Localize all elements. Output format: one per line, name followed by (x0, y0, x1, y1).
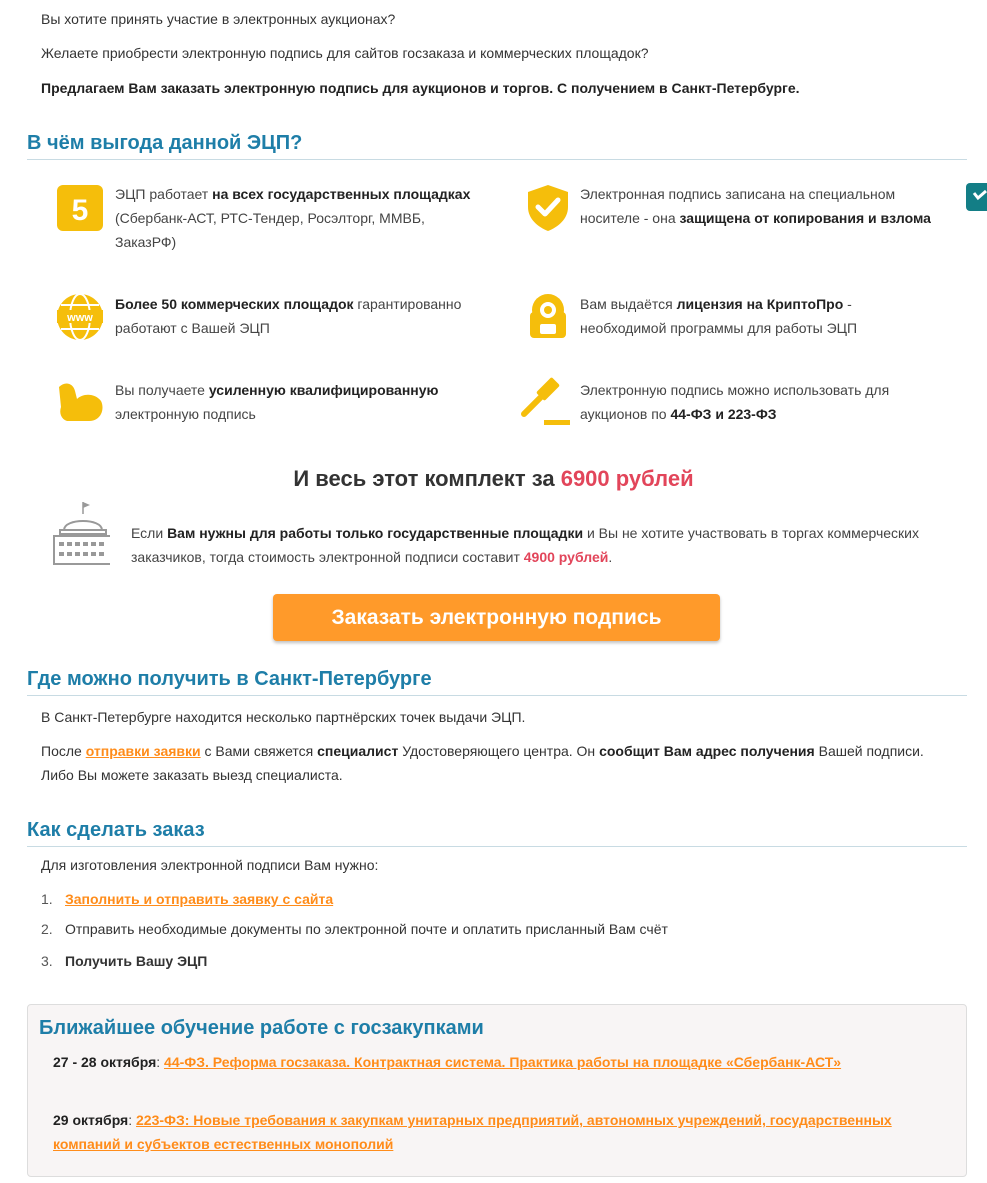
svg-text:5: 5 (71, 194, 89, 227)
feature-44-223-fz: Электронную подпись можно использовать для аукционов по 44-ФЗ и 223-ФЗ (580, 382, 890, 422)
how-intro: Для изготовления электронной подписи Вам нужно: (41, 857, 379, 873)
globe-www-icon (55, 291, 107, 343)
training-event-1-link[interactable]: 44-ФЗ. Реформа госзаказа. Контрактная система. Практика работы на площадке «Сбербанк-АСТ» (164, 1054, 842, 1070)
training-event-1: 27 - 28 октября: 44-ФЗ. Реформа госзаказа. Контрактная система. Практика работы на площадке «Сбербанк-АСТ» (53, 1054, 842, 1070)
intro-question-2: Желаете приобрести электронную подпись для сайтов госзаказа и коммерческих площадок? (41, 45, 649, 61)
step-1: 1. Заполнить и отправить заявку с сайта (41, 891, 334, 907)
training-event-2: 29 октября: 223-ФЗ: Новые требования к закупкам унитарных предприятий, автономных учреждений, государственных компаний и субъектов естественных монополий (53, 1112, 892, 1152)
where-contact-text: После отправки заявки с Вами свяжется специалист Удостоверяющего центра. Он сообщит Вам адрес получения Вашей подписи. Либо Вы можете заказать выезд специалиста. (41, 743, 924, 783)
where-heading: Где можно получить в Санкт-Петербурге (27, 667, 967, 696)
training-box (27, 1004, 967, 1177)
gavel-icon (520, 376, 572, 428)
badge-five-icon (55, 183, 107, 235)
where-points-text: В Санкт-Петербурге находится несколько партнёрских точек выдачи ЭЦП. (41, 709, 526, 725)
disk-license-icon (522, 290, 574, 342)
how-heading: Как сделать заказ (27, 818, 967, 847)
feature-qualified-signature: Вы получаете усиленную квалифицированную электронную подпись (115, 382, 439, 422)
intro-offer: Предлагаем Вам заказать электронную подпись для аукционов и торгов. С получением в Санкт-Петербурге. (41, 80, 800, 96)
side-feedback-tab[interactable] (966, 183, 987, 211)
feature-copy-protection: Электронная подпись записана на специальном носителе - она защищена от копирования и взлома (580, 186, 931, 226)
feature-all-gov-platforms: ЭЦП работает на всех государственных площадках (Сбербанк-АСТ, РТС-Тендер, Росэлторг, ММВБ, ЗаказРФ) (115, 186, 471, 250)
shield-check-icon (522, 181, 574, 233)
price-amount: 6900 рублей (560, 466, 694, 491)
training-event-2-link[interactable]: 223-ФЗ: Новые требования к закупкам унитарных предприятий, автономных учреждений, государственных компаний и субъектов естественных монополий (53, 1112, 892, 1152)
government-building-icon (50, 500, 110, 566)
step-2: 2. Отправить необходимые документы по электронной почте и оплатить присланный Вам счёт (41, 921, 668, 937)
step-3: 3. Получить Вашу ЭЦП (41, 953, 208, 969)
gov-only-note: Если Вам нужны для работы только государственные площадки и Вы не хотите участвовать в торгах коммерческих заказчиков, тогда стоимость электронной подписи составит 4900 рублей. (131, 525, 919, 565)
benefits-heading: В чём выгода данной ЭЦП? (27, 131, 967, 160)
fill-request-link[interactable]: Заполнить и отправить заявку с сайта (65, 891, 334, 907)
send-request-link[interactable]: отправки заявки (85, 743, 201, 759)
svg-text:www: www (67, 312, 93, 324)
order-signature-button[interactable]: Заказать электронную подпись (273, 594, 720, 641)
muscle-arm-icon (55, 375, 107, 427)
feature-cryptopro-license: Вам выдаётся лицензия на КриптоПро - необходимой программы для работы ЭЦП (580, 296, 858, 336)
training-heading: Ближайшее обучение работе с госзакупками (39, 1017, 484, 1039)
price-headline: И весь этот комплект за 6900 рублей (293, 466, 694, 491)
feature-commercial-platforms: Более 50 коммерческих площадок гарантированно работают с Вашей ЭЦП (115, 296, 462, 336)
mail-check-icon (966, 183, 987, 211)
intro-question-1: Вы хотите принять участие в электронных аукционах? (41, 11, 396, 27)
